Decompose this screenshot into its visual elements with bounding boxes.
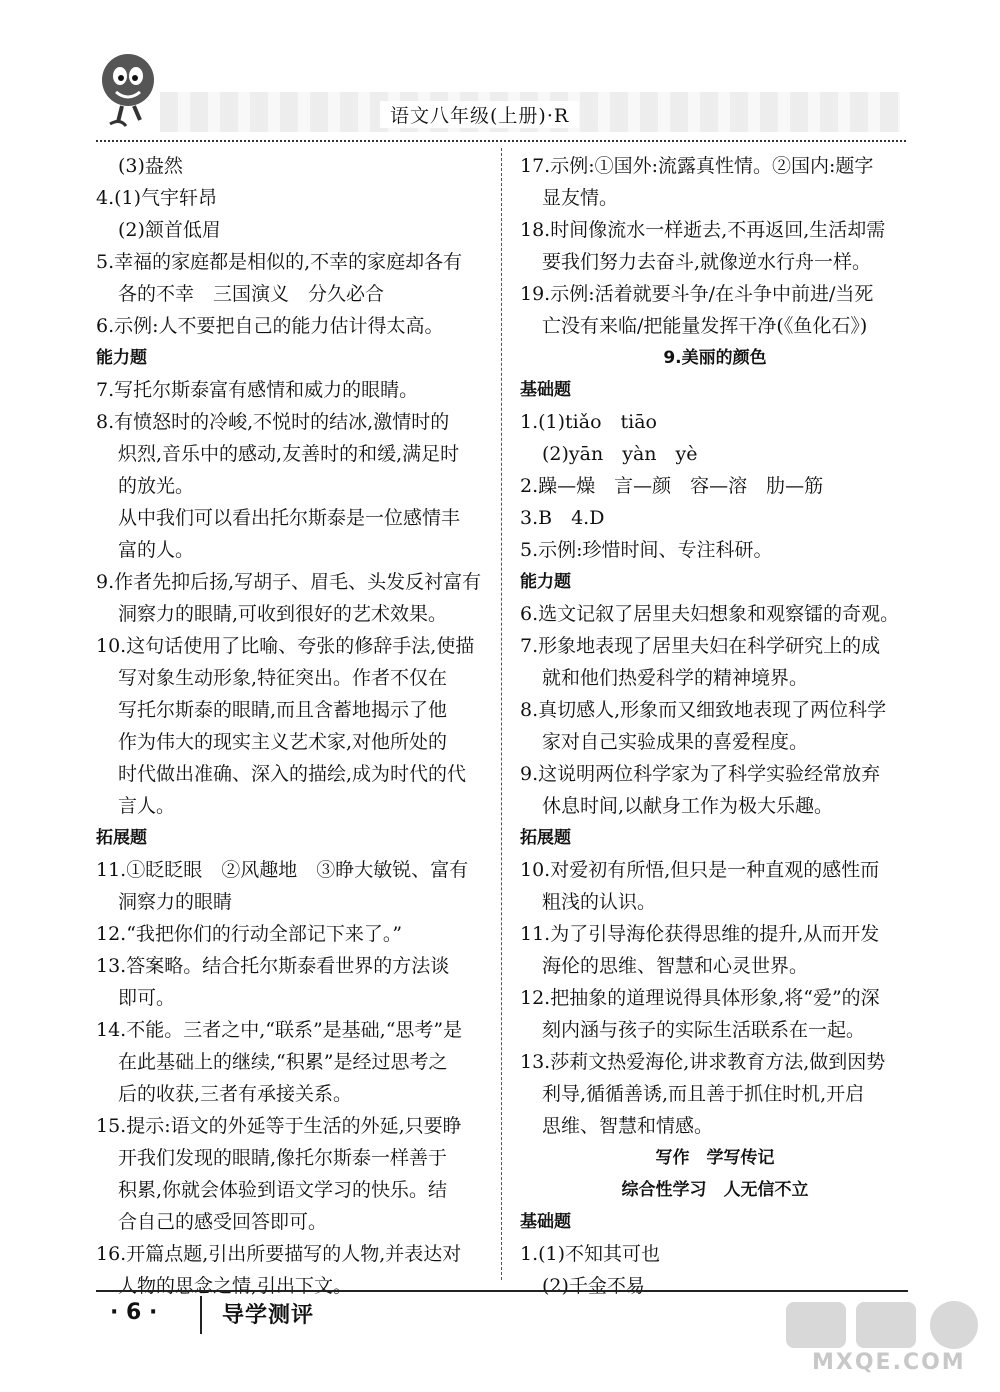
answer-line: 12.“我把你们的行动全部记下来了。” (96, 923, 403, 945)
answer-line: 在此基础上的继续,“积累”是经过思考之 (118, 1051, 448, 1073)
section-heading: 基础题 (520, 380, 571, 400)
answer-line: 12.把抽象的道理说得具体形象,将“爱”的深 (520, 987, 880, 1009)
column-divider (501, 148, 502, 1280)
brand-name: 导学测评 (222, 1303, 315, 1328)
answer-line: 人物的思念之情,引出下文。 (118, 1275, 353, 1297)
answer-line: 10.这句话使用了比喻、夸张的修辞手法,使描 (96, 635, 475, 657)
answer-line: 富的人。 (118, 539, 195, 561)
answer-line: 8.有愤怒时的冷峻,不悦时的结冰,激情时的 (96, 411, 450, 433)
answer-line: 粗浅的认识。 (542, 891, 657, 913)
section-heading: 能力题 (520, 572, 571, 592)
left-column (96, 150, 486, 1302)
answer-line: 即可。 (118, 987, 176, 1009)
answer-line: 17.示例:①国外:流露真性情。②国内:题字 (520, 155, 874, 177)
answer-line: (2)颔首低眉 (118, 219, 221, 241)
answer-line: 从中我们可以看出托尔斯泰是一位感情丰 (118, 507, 461, 529)
answer-line: 休息时间,以献身工作为极大乐趣。 (542, 795, 834, 817)
answer-line: 言人。 (118, 795, 176, 817)
section-heading: 综合性学习 人无信不立 (621, 1180, 809, 1200)
answer-line: 15.提示:语文的外延等于生活的外延,只要睁 (96, 1115, 462, 1137)
section-heading: 写作 学写传记 (655, 1148, 775, 1168)
mascot-icon (96, 50, 160, 134)
answer-line: 积累,你就会体验到语文学习的快乐。结 (118, 1179, 448, 1201)
header-rule (96, 140, 906, 142)
answer-line: 开我们发现的眼睛,像托尔斯泰一样善于 (118, 1147, 448, 1169)
right-column (520, 150, 910, 1302)
answer-line: 9.作者先抑后扬,写胡子、眉毛、头发反衬富有 (96, 571, 482, 593)
answer-line: 13.答案略。结合托尔斯泰看世界的方法谈 (96, 955, 450, 977)
answer-line: 1.(1)tiǎo tiāo (520, 411, 657, 433)
answer-line: 10.对爱初有所悟,但只是一种直观的感性而 (520, 859, 880, 881)
page-header (0, 0, 1000, 140)
section-heading: 9.美丽的颜色 (663, 348, 767, 368)
watermark-text: MXQE.COM (812, 1350, 966, 1375)
footer-rule (96, 1290, 908, 1292)
answer-line: 亡没有来临/把能量发挥干净(《鱼化石》) (542, 315, 868, 337)
answer-line: 就和他们热爱科学的精神境界。 (542, 667, 809, 689)
page-number: · 6 · (110, 1300, 158, 1325)
answer-line: 7.写托尔斯泰富有感情和威力的眼睛。 (96, 379, 419, 401)
section-heading: 拓展题 (520, 828, 571, 848)
answer-line: 18.时间像流水一样逝去,不再返回,生活却需 (520, 219, 886, 241)
answer-line: 8.真切感人,形象而又细致地表现了两位科学 (520, 699, 887, 721)
section-heading: 拓展题 (96, 828, 147, 848)
answer-line: 后的收获,三者有承接关系。 (118, 1083, 353, 1105)
answer-line: (2)yān yàn yè (542, 443, 698, 465)
answer-line: 5.示例:珍惜时间、专注科研。 (520, 539, 773, 561)
answer-line: 11.为了引导海伦获得思维的提升,从而开发 (520, 923, 880, 945)
answer-line: 11.①眨眨眼 ②风趣地 ③睁大敏锐、富有 (96, 859, 469, 881)
answer-line: 16.开篇点题,引出所要描写的人物,并表达对 (96, 1243, 462, 1265)
section-heading: 基础题 (520, 1212, 571, 1232)
answer-line: 7.形象地表现了居里夫妇在科学研究上的成 (520, 635, 881, 657)
book-title: 语文八年级(上册)·R (380, 101, 579, 128)
answer-line: 合自己的感受回答即可。 (118, 1211, 328, 1233)
answer-line: 写对象生动形象,特征突出。作者不仅在 (118, 667, 448, 689)
answer-line: 炽烈,音乐中的感动,友善时的和缓,满足时 (118, 443, 460, 465)
answer-line: 5.幸福的家庭都是相似的,不幸的家庭却各有 (96, 251, 463, 273)
answer-line: 时代做出准确、深入的描绘,成为时代的代 (118, 763, 467, 785)
answer-line: 4.(1)气宇轩昂 (96, 187, 218, 209)
answer-line: 家对自己实验成果的喜爱程度。 (542, 731, 809, 753)
answer-line: 要我们努力去奋斗,就像逆水行舟一样。 (542, 251, 872, 273)
answer-line: 2.躁—燥 言—颜 容—溶 肋—筋 (520, 475, 824, 497)
answer-line: 洞察力的眼睛 (118, 891, 233, 913)
footer-separator (200, 1296, 202, 1334)
answer-line: 6.选文记叙了居里夫妇想象和观察镭的奇观。 (520, 603, 900, 625)
section-heading: 能力题 (96, 348, 147, 368)
answer-line: 各的不幸 三国演义 分久必合 (118, 283, 385, 305)
answer-line: 作为伟大的现实主义艺术家,对他所处的 (118, 731, 448, 753)
answer-line: 1.(1)不知其可也 (520, 1243, 661, 1265)
answer-line: 思维、智慧和情感。 (542, 1115, 714, 1137)
answer-line: 13.莎莉文热爱海伦,讲求教育方法,做到因势 (520, 1051, 886, 1073)
answer-line: 14.不能。三者之中,“联系”是基础,“思考”是 (96, 1019, 463, 1041)
answer-line: 写托尔斯泰的眼睛,而且含蓄地揭示了他 (118, 699, 448, 721)
answer-line: 19.示例:活着就要斗争/在斗争中前进/当死 (520, 283, 874, 305)
answer-line: (3)盎然 (118, 155, 183, 177)
answer-line: 9.这说明两位科学家为了科学实验经常放弃 (520, 763, 881, 785)
answer-line: 利导,循循善诱,而且善于抓住时机,开启 (542, 1083, 865, 1105)
answer-line: 6.示例:人不要把自己的能力估计得太高。 (96, 315, 444, 337)
answer-line: 的放光。 (118, 475, 195, 497)
answer-line: (2)千金不易 (542, 1275, 645, 1297)
answer-line: 3.B 4.D (520, 507, 605, 529)
answer-line: 刻内涵与孩子的实际生活联系在一起。 (542, 1019, 866, 1041)
answer-line: 显友情。 (542, 187, 619, 209)
answer-line: 洞察力的眼睛,可收到很好的艺术效果。 (118, 603, 448, 625)
answer-line: 海伦的思维、智慧和心灵世界。 (542, 955, 809, 977)
